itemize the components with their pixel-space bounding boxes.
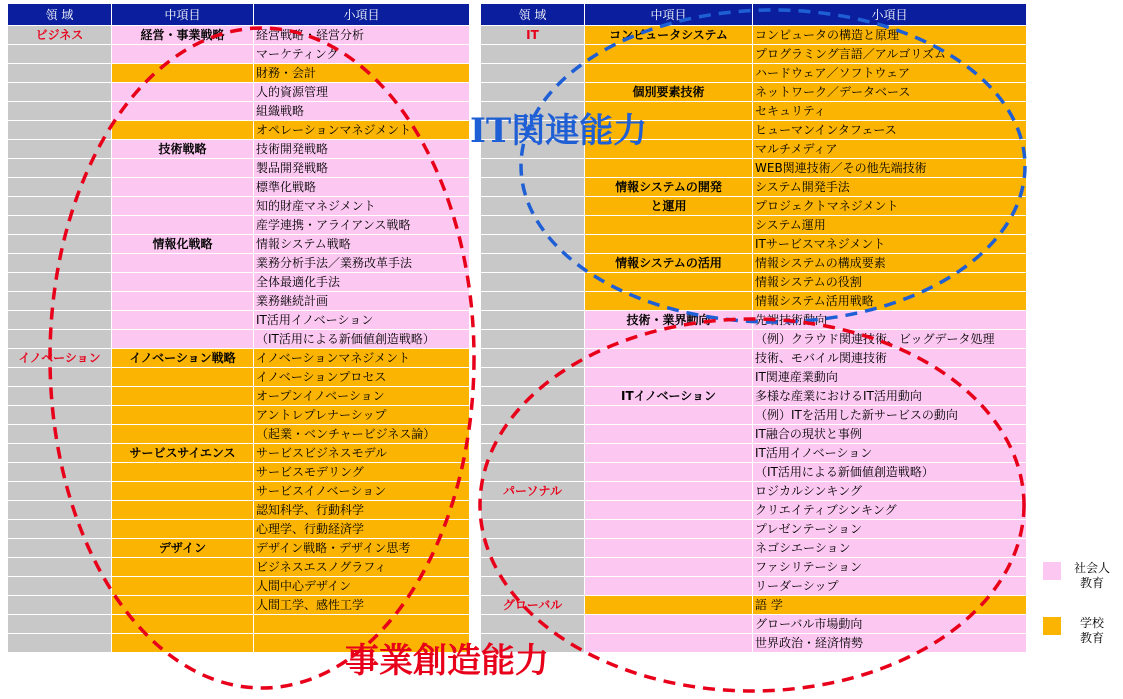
mid-category-cell: 技術戦略 bbox=[112, 140, 254, 159]
item-cell: マルチメディア bbox=[753, 140, 1027, 159]
item-cell: サービスモデリング bbox=[254, 463, 470, 482]
area-cell: イノベーション bbox=[8, 349, 112, 368]
legend-pink-label: 社会人 教育 bbox=[1073, 561, 1110, 590]
item-cell: 世界政治・経済情勢 bbox=[753, 634, 1027, 653]
item-cell: ヒューマンインタフェース bbox=[753, 121, 1027, 140]
item-cell: 多様な産業におけるIT活用動向 bbox=[753, 387, 1027, 406]
item-cell: 業務分析手法／業務改革手法 bbox=[254, 254, 470, 273]
item-cell: 財務・会計 bbox=[254, 64, 470, 83]
header-small: 小項目 bbox=[254, 4, 470, 26]
mid-category-cell: 技術・業界動向 bbox=[585, 311, 753, 330]
area-cell: グローバル bbox=[481, 596, 585, 615]
item-cell: IT関連産業動向 bbox=[753, 368, 1027, 387]
item-cell: （IT活用による新価値創造戦略） bbox=[753, 463, 1027, 482]
item-cell: （IT活用による新価値創造戦略） bbox=[254, 330, 470, 349]
it-skills-ellipse bbox=[521, 10, 1025, 322]
item-cell: ロジカルシンキング bbox=[753, 482, 1027, 501]
item-cell: ITサービスマネジメント bbox=[753, 235, 1027, 254]
item-cell: イノベーションマネジメント bbox=[254, 349, 470, 368]
mid-category-cell: 情報システムの活用 bbox=[585, 254, 753, 273]
area-cell: ビジネス bbox=[8, 26, 112, 45]
business-skills-ellipse bbox=[50, 28, 474, 688]
item-cell: IT活用イノベーション bbox=[254, 311, 470, 330]
mid-category-cell: と運用 bbox=[585, 197, 753, 216]
item-cell: クリエイティブシンキング bbox=[753, 501, 1027, 520]
item-cell: ネゴシエーション bbox=[753, 539, 1027, 558]
legend-orange-label: 学校 教育 bbox=[1079, 616, 1104, 645]
item-cell: 知的財産マネジメント bbox=[254, 197, 470, 216]
legend-pink-swatch bbox=[1043, 562, 1061, 580]
item-cell: システム運用 bbox=[753, 216, 1027, 235]
item-cell: 組織戦略 bbox=[254, 102, 470, 121]
item-cell: 情報システムの構成要素 bbox=[753, 254, 1027, 273]
header-area: 領 域 bbox=[8, 4, 112, 26]
item-cell: リーダーシップ bbox=[753, 577, 1027, 596]
header-mid: 中項目 bbox=[585, 4, 753, 26]
mid-category-cell: デザイン bbox=[112, 539, 254, 558]
header-small: 小項目 bbox=[753, 4, 1027, 26]
item-cell: セキュリティ bbox=[753, 102, 1027, 121]
item-cell: WEB関連技術／その他先端技術 bbox=[753, 159, 1027, 178]
item-cell: デザイン戦略・デザイン思考 bbox=[254, 539, 470, 558]
item-cell: ネットワーク／データベース bbox=[753, 83, 1027, 102]
item-cell: ビジネスエスノグラフィ bbox=[254, 558, 470, 577]
item-cell: 人間工学、感性工学 bbox=[254, 596, 470, 615]
area-cell: IT bbox=[481, 26, 585, 45]
business-creation-ellipse bbox=[480, 319, 1024, 691]
item-cell: 産学連携・アライアンス戦略 bbox=[254, 216, 470, 235]
mid-category-cell: ITイノベーション bbox=[585, 387, 753, 406]
header-mid: 中項目 bbox=[112, 4, 254, 26]
item-cell: 情報システムの役割 bbox=[753, 273, 1027, 292]
item-cell: イノベーションプロセス bbox=[254, 368, 470, 387]
item-cell: 全体最適化手法 bbox=[254, 273, 470, 292]
item-cell: 先端技術動向 bbox=[753, 311, 1027, 330]
item-cell: オペレーションマネジメント bbox=[254, 121, 470, 140]
item-cell: ファシリテーション bbox=[753, 558, 1027, 577]
item-cell: 人間中心デザイン bbox=[254, 577, 470, 596]
mid-category-cell: サービスサイエンス bbox=[112, 444, 254, 463]
item-cell: プログラミング言語／アルゴリズム bbox=[753, 45, 1027, 64]
item-cell: オープンイノベーション bbox=[254, 387, 470, 406]
item-cell: （例）クラウド関連技術、ビッグデータ処理 bbox=[753, 330, 1027, 349]
item-cell: システム開発手法 bbox=[753, 178, 1027, 197]
item-cell: 経営戦略・経営分析 bbox=[254, 26, 470, 45]
item-cell: ハードウェア／ソフトウェア bbox=[753, 64, 1027, 83]
item-cell: コンピュータの構造と原理 bbox=[753, 26, 1027, 45]
item-cell: 人的資源管理 bbox=[254, 83, 470, 102]
item-cell: 技術開発戦略 bbox=[254, 140, 470, 159]
business-creation-label: 事業創造能力 bbox=[345, 641, 549, 681]
item-cell: 認知科学、行動科学 bbox=[254, 501, 470, 520]
item-cell: サービスイノベーション bbox=[254, 482, 470, 501]
mid-category-cell: 情報システムの開発 bbox=[585, 178, 753, 197]
item-cell: 業務継続計画 bbox=[254, 292, 470, 311]
legend-orange-swatch bbox=[1043, 617, 1061, 635]
item-cell: 語 学 bbox=[753, 596, 1027, 615]
mid-category-cell: イノベーション戦略 bbox=[112, 349, 254, 368]
item-cell: アントレプレナーシップ bbox=[254, 406, 470, 425]
item-cell: 製品開発戦略 bbox=[254, 159, 470, 178]
area-cell: パーソナル bbox=[481, 482, 585, 501]
item-cell: 技術、モバイル関連技術 bbox=[753, 349, 1027, 368]
item-cell: 標準化戦略 bbox=[254, 178, 470, 197]
mid-category-cell: 経営・事業戦略 bbox=[112, 26, 254, 45]
item-cell: プレゼンテーション bbox=[753, 520, 1027, 539]
header-area: 領 域 bbox=[481, 4, 585, 26]
item-cell: グローバル市場動向 bbox=[753, 615, 1027, 634]
item-cell: サービスビジネスモデル bbox=[254, 444, 470, 463]
item-cell: 情報システム活用戦略 bbox=[753, 292, 1027, 311]
it-related-label: IT関連能力 bbox=[470, 111, 648, 151]
mid-category-cell: 情報化戦略 bbox=[112, 235, 254, 254]
item-cell: 心理学、行動経済学 bbox=[254, 520, 470, 539]
item-cell: （例）ITを活用した新サービスの動向 bbox=[753, 406, 1027, 425]
mid-category-cell: 個別要素技術 bbox=[585, 83, 753, 102]
item-cell: IT融合の現状と事例 bbox=[753, 425, 1027, 444]
mid-category-cell: コンピュータシステム bbox=[585, 26, 753, 45]
item-cell: IT活用イノベーション bbox=[753, 444, 1027, 463]
item-cell: プロジェクトマネジメント bbox=[753, 197, 1027, 216]
item-cell: （起業・ベンチャービジネス論） bbox=[254, 425, 470, 444]
item-cell: 情報システム戦略 bbox=[254, 235, 470, 254]
item-cell: マーケティング bbox=[254, 45, 470, 64]
